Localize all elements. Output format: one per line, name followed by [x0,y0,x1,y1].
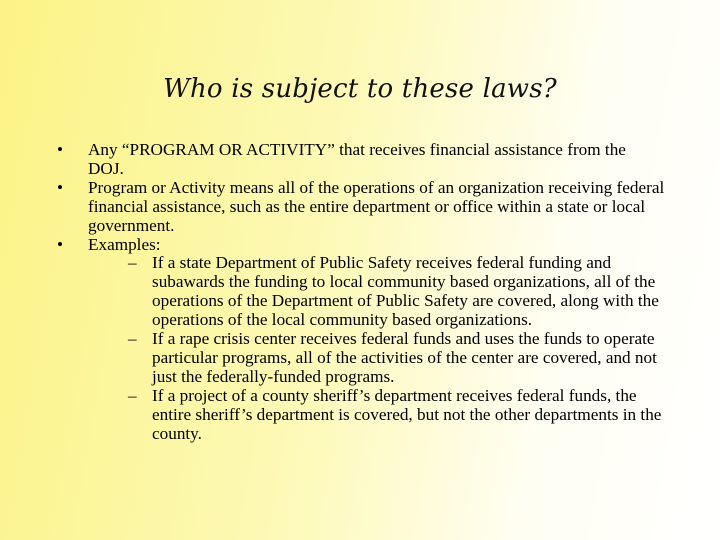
bullet-text: Program or Activity means all of the operations of an organization receiving federal financial assistance, such as the entire department or office within a state or local government. [88,177,665,235]
examples-list [88,254,666,443]
example-item [120,387,666,444]
example-text: If a state Department of Public Safety receives federal funding and subawards the funding to local community based organizations, all of the operations of the Department of Public Safety are covered, along with the operations of the local community based organizations. [152,253,659,330]
dash-icon: – [128,253,137,273]
bullet-text: Examples: [88,234,161,254]
example-text: If a project of a county sheriff’s department receives federal funds, the entire sheriff’s department is covered, but not the other departments in the county. [152,385,662,443]
example-item [120,254,666,330]
bullet-icon: • [57,234,64,254]
bullet-list [54,141,666,444]
example-item [120,330,666,387]
dash-icon: – [128,329,137,349]
bullet-item [54,141,666,179]
bullet-item [54,236,666,444]
bullet-item [54,179,666,236]
dash-icon: – [128,385,137,405]
bullet-icon: • [57,177,64,197]
example-text: If a rape crisis center receives federal funds and uses the funds to operate particular programs, all of the activities of the center are covered, and not just the federally-funded programs. [152,329,657,386]
bullet-text: Any “PROGRAM OR ACTIVITY” that receives financial assistance from the DOJ. [88,140,626,178]
slide-title: Who is subject to these laws? [163,74,557,104]
slide-body [54,141,666,444]
bullet-icon: • [57,140,64,159]
